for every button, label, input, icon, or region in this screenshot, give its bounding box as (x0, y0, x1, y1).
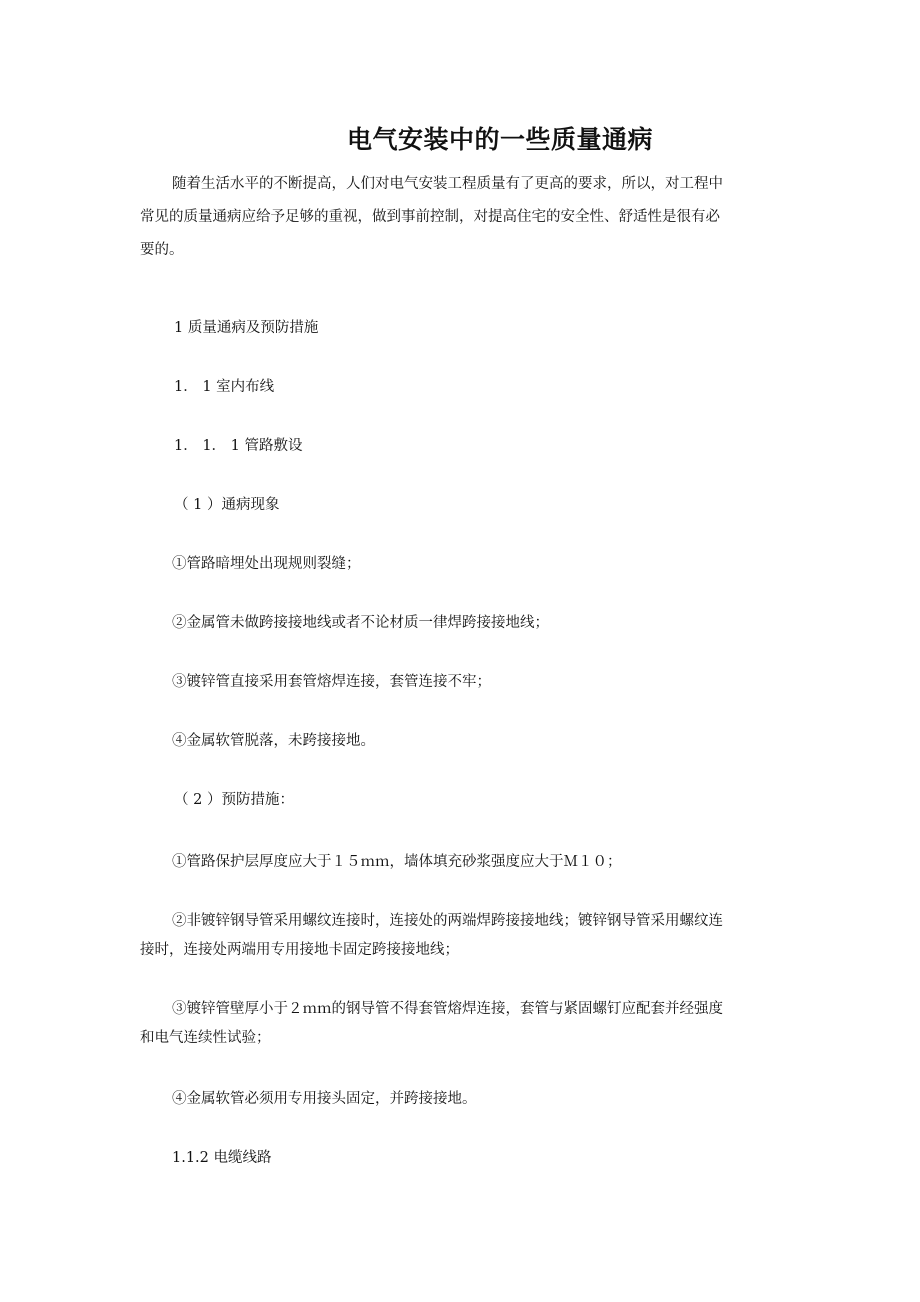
heading-measures: （ 2 ）预防措施： (174, 792, 294, 808)
document-title: 电气安装中的一些质量通病 (346, 125, 653, 154)
phenomenon-item-3: ③镀锌管直接采用套管熔焊连接，套管连接不牢； (172, 674, 491, 690)
phenomenon-item-4: ④金属软管脱落，未跨接接地。 (172, 733, 375, 749)
heading-1-1-2: 1.1.2 电缆线路 (172, 1150, 272, 1166)
intro-line-2: 常见的质量通病应给予足够的重视，做到事前控制，对提高住宅的安全性、舒适性是很有必 (140, 209, 720, 225)
heading-1: 1 质量通病及预防措施 (174, 320, 319, 336)
heading-1-1: 1． 1 室内布线 (174, 379, 275, 395)
phenomenon-item-1: ①管路暗埋处出现规则裂缝； (172, 556, 361, 572)
phenomenon-item-2: ②金属管未做跨接接地线或者不论材质一律焊跨接接地线； (172, 615, 549, 631)
intro-line-3: 要的。 (140, 242, 184, 258)
measure-item-4: ④金属软管必须用专用接头固定，并跨接接地。 (172, 1091, 477, 1107)
measure-item-2-line-1: ②非镀锌钢导管采用螺纹连接时，连接处的两端焊跨接接地线；镀锌钢导管采用螺纹连 (172, 913, 723, 929)
measure-item-3-line-2: 和电气连续性试验； (140, 1030, 271, 1046)
measure-item-1: ①管路保护层厚度应大于１５ｍｍ，墙体填充砂浆强度应大于Ｍ１０； (172, 854, 622, 870)
measure-item-2-line-2: 接时，连接处两端用专用接地卡固定跨接接地线； (140, 942, 459, 958)
heading-phenomena: （ 1 ）通病现象 (174, 497, 280, 513)
measure-item-3-line-1: ③镀锌管壁厚小于２ｍｍ的钢导管不得套管熔焊连接，套管与紧固螺钉应配套并经强度 (172, 1001, 723, 1017)
intro-line-1: 随着生活水平的不断提高，人们对电气安装工程质量有了更高的要求，所以，对工程中 (172, 176, 723, 192)
heading-1-1-1: 1． 1． 1 管路敷设 (174, 438, 303, 454)
